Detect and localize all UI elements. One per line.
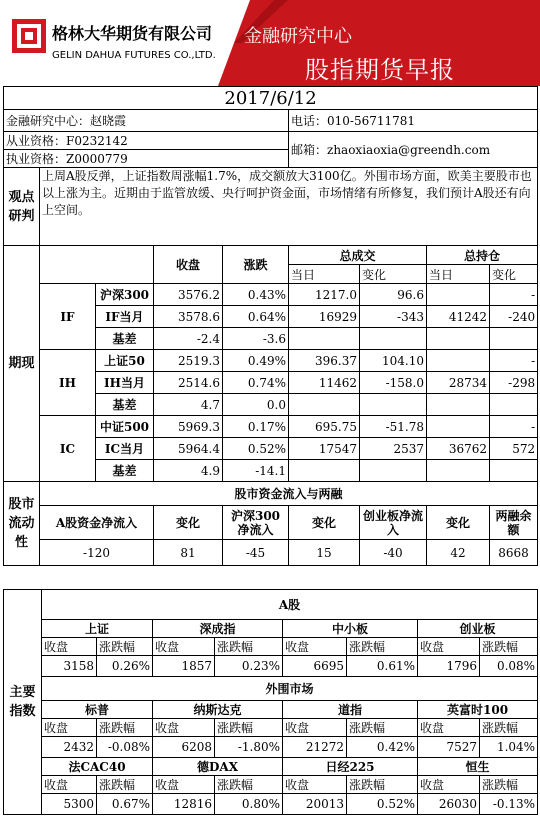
index-pct: 1.04%: [480, 737, 538, 758]
close-header: 收盘: [42, 638, 97, 656]
liquidity-value: 15: [289, 540, 360, 566]
futures-close: 5964.4: [154, 438, 223, 460]
futures-row-name: 基差: [96, 328, 154, 350]
close-header: 收盘: [153, 776, 215, 794]
futures-oi: 28734: [427, 372, 490, 394]
futures-oi-change: -298: [490, 372, 538, 394]
futures-group-code: IC: [40, 416, 96, 482]
pct-header: 涨跌幅: [97, 638, 153, 656]
report-header: [0, 0, 540, 86]
close-header: 收盘: [153, 638, 215, 656]
futures-group-code: IF: [40, 284, 96, 350]
futures-close: 5969.3: [154, 416, 223, 438]
qualification-1: 从业资格：F0232142: [4, 132, 289, 150]
futures-oi: [427, 284, 490, 306]
index-close: 6208: [153, 737, 215, 758]
index-name: 深成指: [153, 620, 283, 638]
index-pct: 0.67%: [97, 794, 153, 815]
futures-change: 0.49%: [223, 350, 289, 372]
index-close: 21272: [283, 737, 347, 758]
close-header: 收盘: [153, 719, 215, 737]
futures-oi-change: -240: [490, 306, 538, 328]
futures-volume-change: -158.0: [360, 372, 427, 394]
futures-change: -3.6: [223, 328, 289, 350]
futures-oi-change: 572: [490, 438, 538, 460]
index-name: 英富时100: [418, 701, 538, 719]
liquidity-header: 创业板净流入: [360, 506, 427, 540]
index-name: 上证: [42, 620, 153, 638]
index-close: 5300: [42, 794, 97, 815]
index-pct: 0.61%: [347, 656, 418, 677]
index-close: 26030: [418, 794, 480, 815]
liquidity-header: 变化: [154, 506, 223, 540]
futures-change: 0.43%: [223, 284, 289, 306]
futures-volume-change: [360, 328, 427, 350]
liquidity-header: 变化: [427, 506, 490, 540]
liquidity-header: 两融余额: [490, 506, 538, 540]
futures-volume: 695.75: [289, 416, 360, 438]
index-name: 恒生: [418, 758, 538, 776]
close-header: 收盘: [154, 246, 223, 284]
pct-header: 涨跌幅: [347, 638, 418, 656]
futures-volume-change: -343: [360, 306, 427, 328]
department-title: 金融研究中心: [244, 26, 352, 47]
liquidity-header: 沪深300净流入: [223, 506, 289, 540]
liquidity-value: -120: [40, 540, 154, 566]
volume-header: 总成交: [289, 246, 427, 265]
table-row: [4, 350, 538, 372]
futures-oi-change: -: [490, 284, 538, 306]
futures-oi-change: [490, 328, 538, 350]
futures-row-name: IC当月: [96, 438, 154, 460]
futures-row-name: IF当月: [96, 306, 154, 328]
futures-close: 3576.2: [154, 284, 223, 306]
index-name: 德DAX: [153, 758, 283, 776]
close-header: 收盘: [42, 776, 97, 794]
oi-current-header: 当日: [427, 265, 490, 284]
table-row: [4, 284, 538, 306]
pct-header: 涨跌幅: [480, 719, 538, 737]
futures-row-name: IH当月: [96, 372, 154, 394]
futures-row-name: 基差: [96, 460, 154, 482]
pct-header: 涨跌幅: [480, 638, 538, 656]
futures-change: 0.17%: [223, 416, 289, 438]
indices-table: [3, 589, 538, 815]
futures-change: 0.52%: [223, 438, 289, 460]
futures-volume: 11462: [289, 372, 360, 394]
liquidity-label: 股市流动性: [4, 482, 40, 566]
futures-oi: [427, 350, 490, 372]
index-close: 12816: [153, 794, 215, 815]
close-header: 收盘: [42, 719, 97, 737]
futures-oi: 36762: [427, 438, 490, 460]
futures-volume-change: 2537: [360, 438, 427, 460]
viewpoint-label: 观点研判: [4, 168, 40, 246]
oi-header: 总持仓: [427, 246, 538, 265]
index-name: 中小板: [283, 620, 418, 638]
volume-delta-header: 变化: [360, 265, 427, 284]
futures-oi: [427, 460, 490, 482]
futures-volume-change: [360, 394, 427, 416]
index-pct: -0.08%: [97, 737, 153, 758]
company-logo-icon: [12, 19, 46, 53]
index-close: 1796: [418, 656, 480, 677]
index-pct: 0.26%: [97, 656, 153, 677]
futures-close: 4.7: [154, 394, 223, 416]
table-row: [4, 416, 538, 438]
index-close: 2432: [42, 737, 97, 758]
indices-label: 主要指数: [4, 590, 42, 815]
futures-corner: [40, 246, 154, 284]
pct-header: 涨跌幅: [215, 776, 283, 794]
index-close: 7527: [418, 737, 480, 758]
futures-oi: 41242: [427, 306, 490, 328]
index-pct: 0.80%: [215, 794, 283, 815]
index-close: 3158: [42, 656, 97, 677]
index-pct: -1.80%: [215, 737, 283, 758]
email-address: 邮箱：zhaoxiaoxia@greendh.com: [289, 132, 538, 168]
futures-close: 4.9: [154, 460, 223, 482]
liquidity-value: 42: [427, 540, 490, 566]
futures-volume: 1217.0: [289, 284, 360, 306]
liquidity-header: 变化: [289, 506, 360, 540]
close-header: 收盘: [283, 638, 347, 656]
close-header: 收盘: [418, 638, 480, 656]
futures-close: -2.4: [154, 328, 223, 350]
index-name: 创业板: [418, 620, 538, 638]
a-share-title: A股: [42, 590, 538, 620]
futures-oi: [427, 328, 490, 350]
futures-label: 期现: [4, 246, 40, 482]
index-close: 1857: [153, 656, 215, 677]
index-pct: 0.08%: [480, 656, 538, 677]
liquidity-value: 8668: [490, 540, 538, 566]
index-pct: 0.52%: [347, 794, 418, 815]
phone-number: 电话：010-56711781: [289, 110, 538, 132]
futures-change: 0.74%: [223, 372, 289, 394]
futures-volume-change: -51.78: [360, 416, 427, 438]
futures-oi-change: -: [490, 350, 538, 372]
report-table: [3, 86, 538, 566]
close-header: 收盘: [283, 776, 347, 794]
oi-delta-header: 变化: [490, 265, 538, 284]
index-name: 标普: [42, 701, 153, 719]
futures-row-name: 上证50: [96, 350, 154, 372]
futures-group-code: IH: [40, 350, 96, 416]
pct-header: 涨跌幅: [97, 776, 153, 794]
index-name: 日经225: [283, 758, 418, 776]
index-close: 6695: [283, 656, 347, 677]
futures-volume-change: 96.6: [360, 284, 427, 306]
company-name-cn: 格林大华期货有限公司: [52, 24, 213, 43]
qualification-2: 执业资格：Z0000779: [4, 150, 289, 168]
company-name-en: GELIN DAHUA FUTURES CO.,LTD.: [52, 50, 216, 61]
index-close: 20013: [283, 794, 347, 815]
futures-volume-change: [360, 460, 427, 482]
pct-header: 涨跌幅: [480, 776, 538, 794]
futures-row-name: 沪深300: [96, 284, 154, 306]
analyst-name: 金融研究中心：赵晓霞: [4, 110, 289, 132]
futures-volume-change: 104.10: [360, 350, 427, 372]
futures-close: 3578.6: [154, 306, 223, 328]
pct-header: 涨跌幅: [347, 776, 418, 794]
futures-volume: 16929: [289, 306, 360, 328]
index-name: 纳斯达克: [153, 701, 283, 719]
futures-close: 2514.6: [154, 372, 223, 394]
index-name: 道指: [283, 701, 418, 719]
volume-current-header: 当日: [289, 265, 360, 284]
index-pct: 0.23%: [215, 656, 283, 677]
foreign-title: 外围市场: [42, 677, 538, 701]
close-header: 收盘: [418, 776, 480, 794]
pct-header: 涨跌幅: [347, 719, 418, 737]
futures-row-name: 基差: [96, 394, 154, 416]
close-header: 收盘: [283, 719, 347, 737]
futures-oi-change: [490, 394, 538, 416]
futures-volume: 396.37: [289, 350, 360, 372]
futures-change: 0.64%: [223, 306, 289, 328]
viewpoint-text: 上周A股反弹，上证指数周涨幅1.7%，成交额放大3100亿。外围市场方面，欧美主要股市也以上涨为主。近期由于监管放缓、央行呵护资金面，市场情绪有所修复，我们预计A股还有向上空间。: [40, 168, 538, 246]
futures-oi-change: -: [490, 416, 538, 438]
report-title: 股指期货早报: [305, 56, 455, 84]
index-pct: 0.42%: [347, 737, 418, 758]
futures-volume: [289, 394, 360, 416]
index-pct: -0.13%: [480, 794, 538, 815]
futures-oi: [427, 416, 490, 438]
futures-change: -14.1: [223, 460, 289, 482]
pct-header: 涨跌幅: [215, 719, 283, 737]
futures-volume: 17547: [289, 438, 360, 460]
liquidity-value: 81: [154, 540, 223, 566]
futures-oi: [427, 394, 490, 416]
futures-change: 0.0: [223, 394, 289, 416]
liquidity-value: -45: [223, 540, 289, 566]
close-header: 收盘: [418, 719, 480, 737]
futures-oi-change: [490, 460, 538, 482]
pct-header: 涨跌幅: [215, 638, 283, 656]
futures-row-name: 中证500: [96, 416, 154, 438]
futures-close: 2519.3: [154, 350, 223, 372]
liquidity-title: 股市资金流入与两融: [40, 482, 538, 506]
liquidity-value: -40: [360, 540, 427, 566]
index-name: 法CAC40: [42, 758, 153, 776]
liquidity-header: A股资金净流入: [40, 506, 154, 540]
futures-volume: [289, 460, 360, 482]
pct-header: 涨跌幅: [97, 719, 153, 737]
futures-volume: [289, 328, 360, 350]
report-date: 2017/6/12: [4, 87, 538, 110]
change-header: 涨跌: [223, 246, 289, 284]
